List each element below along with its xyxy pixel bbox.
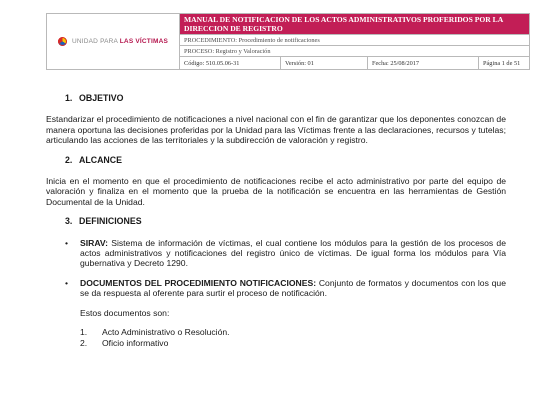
list-item: 2. Oficio informativo xyxy=(80,337,169,348)
section-heading-definiciones: 3. DEFINICIONES xyxy=(65,216,142,227)
objetivo-paragraph: Estandarizar el procedimiento de notificaciones a nivel nacional con el fin de garantizar que los deponentes conozcan de manera oportuna las decisiones proferidas por la Unidad para las Víctimas frente a las declaraciones, recursos y tutelas; articulando las acciones de las territoriales y la subdirección de valoración y registro. xyxy=(46,114,506,146)
documents-list xyxy=(46,327,506,348)
definition-item-sirav: • SIRAV: Sistema de información de víctimas, el cual contiene los módulos para la gestión de los procesos de actos administrativos y notificaciones del registro único de víctimas. De igual forma los módulos para Vía gubernativa y Decreto 1290. xyxy=(65,237,506,269)
codigo-label: Código: 510.05.06-31 xyxy=(180,57,281,70)
procedimiento-label: PROCEDIMIENTO: Procedimiento de notificaciones xyxy=(180,35,530,46)
version-label: Versión: 01 xyxy=(281,57,368,70)
definition-item-documentos: • DOCUMENTOS DEL PROCEDIMIENTO NOTIFICACIONES: Conjunto de formatos y documentos con los que se da respuesta al oferente para surtir el proceso de notificación. xyxy=(65,277,506,299)
logo-cell xyxy=(47,14,180,70)
logo-text: UNIDAD PARA LAS VÍCTIMAS xyxy=(71,37,169,45)
bullet-icon: • xyxy=(65,277,69,288)
unidad-victimas-logo xyxy=(58,37,168,46)
document-header xyxy=(46,13,530,70)
bullet-icon: • xyxy=(65,237,69,248)
list-item: 1. Acto Administrativo o Resolución. xyxy=(80,327,230,338)
pagina-label: Página 1 de 51 xyxy=(479,57,530,70)
manual-title: MANUAL DE NOTIFICACION DE LOS ACTOS ADMINISTRATIVOS PROFERIDOS POR LA DIRECCION DE REGISTRO xyxy=(180,14,530,35)
section-heading-objetivo: 1. OBJETIVO xyxy=(65,93,124,103)
document-body xyxy=(46,93,506,348)
documents-intro: Estos documentos son: xyxy=(80,307,170,318)
logo-emblem-icon xyxy=(58,37,67,46)
fecha-label: Fecha: 25/08/2017 xyxy=(368,57,479,70)
proceso-label: PROCESO: Registro y Valoración xyxy=(180,46,530,57)
section-heading-alcance: 2. ALCANCE xyxy=(65,154,123,165)
alcance-paragraph: Inicia en el momento en que el procedimiento de notificaciones recibe el acto administrativo por parte del equipo de valoración y finaliza en el momento que la prueba de la notificación se encuentra en las herramientas de Gestión Documental de la Unidad. xyxy=(46,176,506,207)
